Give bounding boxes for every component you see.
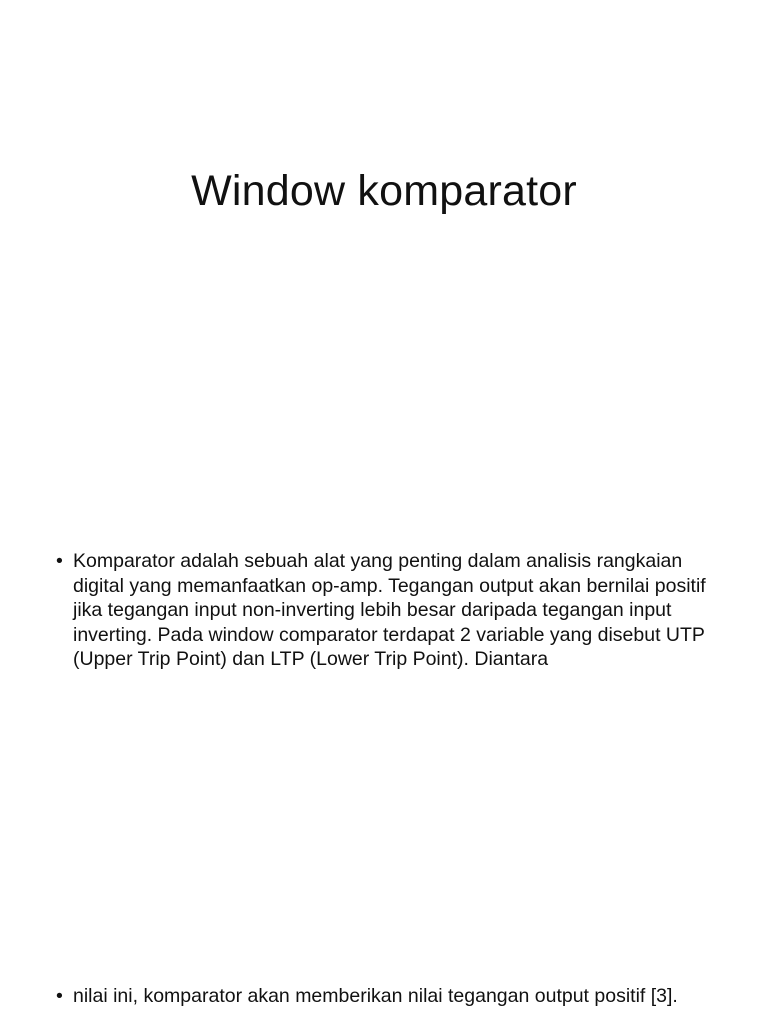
bullet-list [56, 549, 726, 672]
bullet-list [56, 984, 726, 1009]
bullet-text: nilai ini, komparator akan memberikan nilai tegangan output positif [3]. [73, 985, 678, 1007]
bullet-text: Komparator adalah sebuah alat yang penting dalam analisis rangkaian digital yang memanfaatkan op-amp. Tegangan output akan bernilai positif jika tegangan input non-inverting lebih besar daripada tegangan input inverting. Pada window comparator terdapat 2 variable yang disebut UTP (Upper Trip Point) dan LTP (Lower Trip Point). Diantara [73, 550, 706, 671]
bullet-icon: • [56, 985, 63, 1007]
bullet-icon: • [56, 550, 63, 572]
bullet-item [56, 549, 726, 672]
bullet-item [56, 984, 726, 1009]
slide-title: Window komparator [191, 167, 577, 215]
